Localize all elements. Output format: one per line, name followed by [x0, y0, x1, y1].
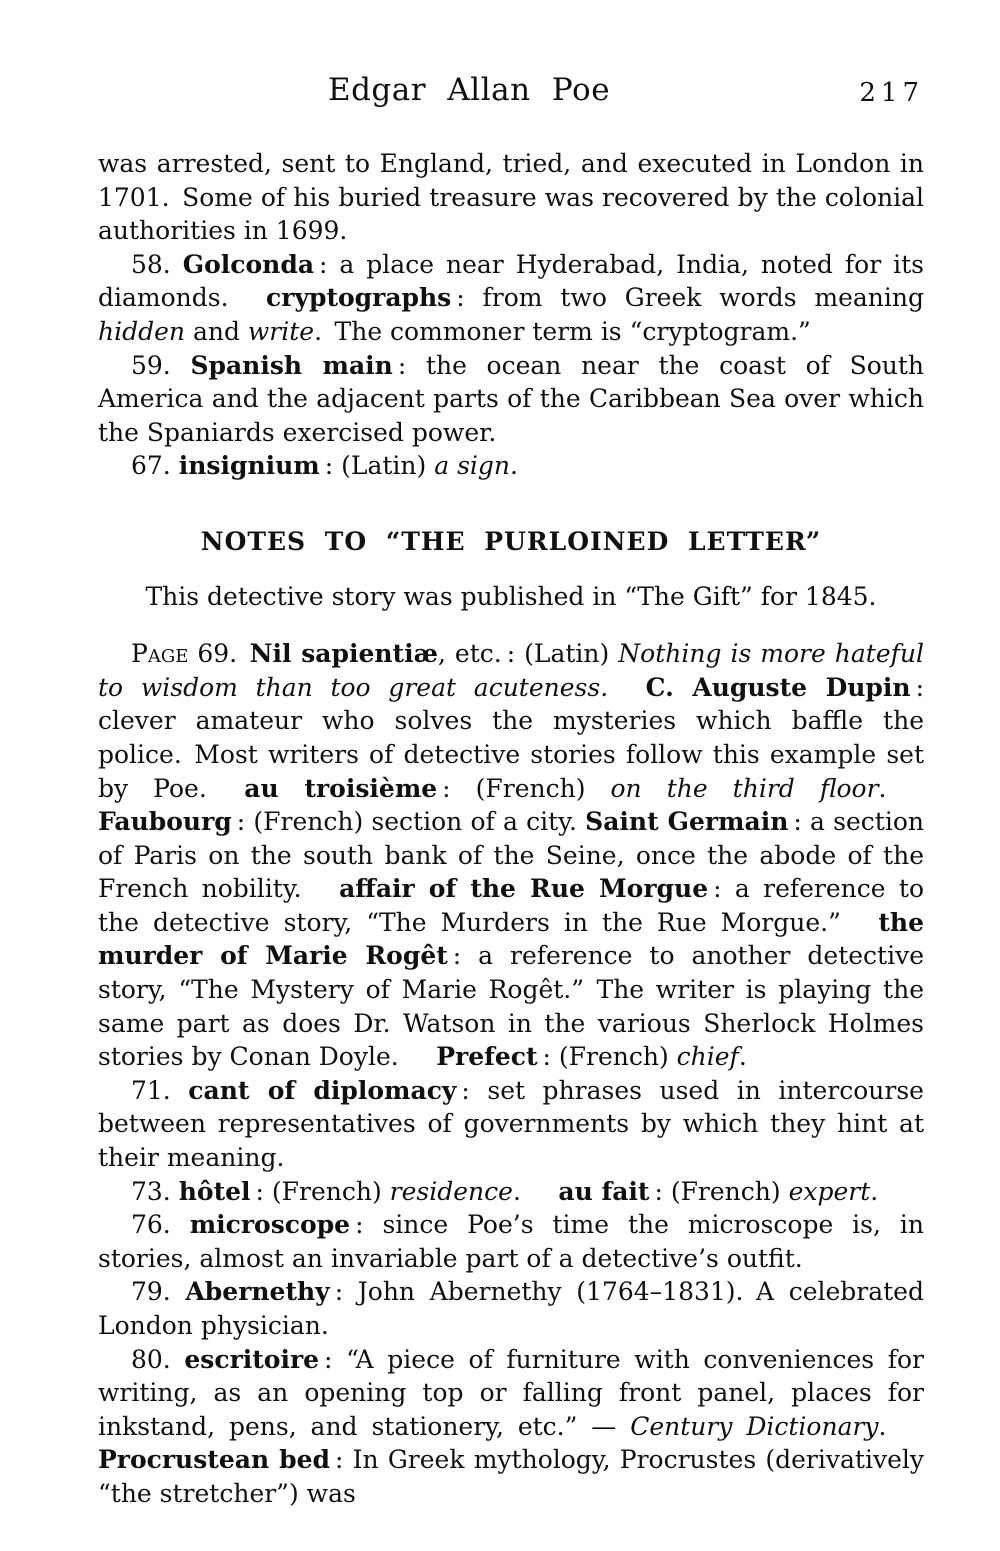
text-segment: C. Auguste Dupin — [645, 672, 911, 702]
text-segment: : a reference to the detective story, “The Murders in the Rue Morgue.” — [98, 874, 925, 937]
running-header — [98, 72, 840, 108]
text-segment: Spanish main — [190, 350, 393, 380]
text-segment: This detective story was published in “The Gift” for 1845. — [145, 581, 877, 611]
text-segment: cryptographs — [266, 283, 452, 313]
text-segment: : (French) — [437, 773, 611, 803]
text-segment: : (Latin) — [319, 451, 435, 481]
text-segment: and — [185, 316, 248, 346]
page-body — [98, 147, 924, 1511]
text-segment: : (French) section of a city. — [231, 807, 586, 837]
text-segment: . — [512, 1176, 559, 1206]
text-segment: . — [510, 451, 518, 481]
text-segment: Page — [131, 639, 189, 669]
text-segment: cant of diplomacy — [188, 1075, 457, 1105]
text-segment: : set phrases used in intercourse between representatives of governments by which they hint at their meaning. — [98, 1075, 924, 1173]
text-segment: hôtel — [178, 1176, 251, 1206]
note-58 — [98, 248, 924, 349]
note-76 — [98, 1208, 924, 1275]
text-segment: 79. — [131, 1277, 186, 1307]
text-segment: au troisième — [244, 773, 438, 803]
text-segment: . — [878, 1411, 924, 1441]
text-segment: . The commoner term is “cryptogram.” — [314, 316, 811, 346]
text-segment: residence — [389, 1176, 513, 1206]
text-segment: : from two Greek words meaning — [451, 283, 924, 313]
text-segment: microscope — [189, 1210, 351, 1240]
text-segment: Prefect — [436, 1042, 538, 1072]
note-73 — [98, 1175, 924, 1209]
section-heading — [98, 525, 924, 559]
text-segment: : clever amateur who solves the mysteries which baffle the police. Most writers of detective stories follow this example set by Poe. — [98, 672, 925, 803]
text-segment: NOTES TO “THE PURLOINED LETTER” — [200, 526, 822, 556]
text-segment: : since Poe’s time the microscope is, in stories, almost an invariable part of a detective’s outfit. — [98, 1210, 924, 1273]
text-segment: : a reference to another detective story, “The Mystery of Marie Rogêt.” The writer is playing the same part as does Dr. Watson in the various Sherlock Holmes stories by Conan Doyle. — [98, 941, 924, 1072]
note-page-69 — [98, 637, 924, 1074]
text-segment: 76. — [131, 1210, 190, 1240]
text-segment: chief — [676, 1042, 739, 1072]
text-segment: was arrested, sent to England, tried, and executed in London in 1701. Some of his buried treasure was recovered by the colonial authorities in 1699. — [98, 149, 924, 246]
text-segment: Nil sapientiæ — [249, 639, 438, 669]
text-segment: 58. — [131, 249, 183, 279]
text-segment: Golconda — [182, 249, 315, 279]
text-segment: Saint Germain — [585, 807, 789, 837]
text-segment: 71. — [131, 1075, 189, 1105]
text-segment: Faubourg — [98, 807, 232, 837]
note-71 — [98, 1074, 924, 1175]
text-segment: : “A piece of furniture with conveniences for writing, as an opening top or falling front panel, places for inkstand, pens, and stationery, etc.” — — [98, 1344, 924, 1441]
note-67 — [98, 449, 924, 483]
text-segment: : (French) — [537, 1042, 677, 1072]
page-title: Edgar Allan Poe — [327, 72, 611, 108]
text-segment — [608, 673, 646, 702]
para-continuation — [98, 147, 924, 248]
text-segment: expert — [788, 1176, 871, 1206]
page-number: 217 — [859, 78, 924, 108]
text-segment: 80. — [131, 1344, 185, 1374]
text-segment: au fait — [558, 1176, 650, 1206]
text-segment: . — [738, 1042, 747, 1072]
note-79 — [98, 1275, 924, 1342]
text-segment: insignium — [178, 451, 320, 481]
text-segment: : a section of Paris on the south bank of the Seine, once the abode of the French nobility. — [98, 807, 924, 904]
text-segment: Century Dictionary — [630, 1411, 879, 1441]
text-segment: : (French) — [649, 1176, 789, 1206]
text-segment: : a place near Hyderabad, India, noted for its diamonds. — [98, 249, 925, 313]
text-segment: : John Abernethy (1764–1831). A celebrated London physician. — [98, 1277, 924, 1340]
text-segment: on the third floor — [610, 773, 879, 803]
text-segment: 69. — [188, 639, 250, 669]
text-segment: the murder of Marie Rogêt — [98, 907, 924, 971]
text-segment: : (French) — [250, 1176, 390, 1206]
text-segment: 67. — [131, 451, 179, 481]
note-59 — [98, 349, 924, 450]
text-segment: , etc. : (Latin) — [437, 639, 619, 669]
text-segment: escritoire — [184, 1344, 320, 1374]
text-segment: Nothing is more hateful to wisdom than too great acuteness. — [98, 639, 924, 702]
text-segment: affair of the Rue Morgue — [339, 874, 709, 904]
text-segment: . — [878, 773, 924, 803]
note-80 — [98, 1343, 924, 1511]
text-segment: hidden — [98, 316, 185, 346]
text-segment: write — [247, 316, 315, 346]
text-segment: Abernethy — [185, 1277, 330, 1307]
intro-line — [98, 580, 924, 614]
text-segment: . — [870, 1176, 879, 1206]
text-segment: a sign — [434, 451, 510, 481]
text-segment: : In Greek mythology, Procrustes (derivatively “the stretcher”) was — [98, 1445, 924, 1508]
text-segment: 73. — [131, 1176, 179, 1206]
text-segment: 59. — [131, 350, 191, 380]
text-segment: Procrustean bed — [98, 1445, 330, 1475]
text-segment: : the ocean near the coast of South America and the adjacent parts of the Caribbean Sea over which the Spaniards exercised power. — [98, 350, 924, 447]
